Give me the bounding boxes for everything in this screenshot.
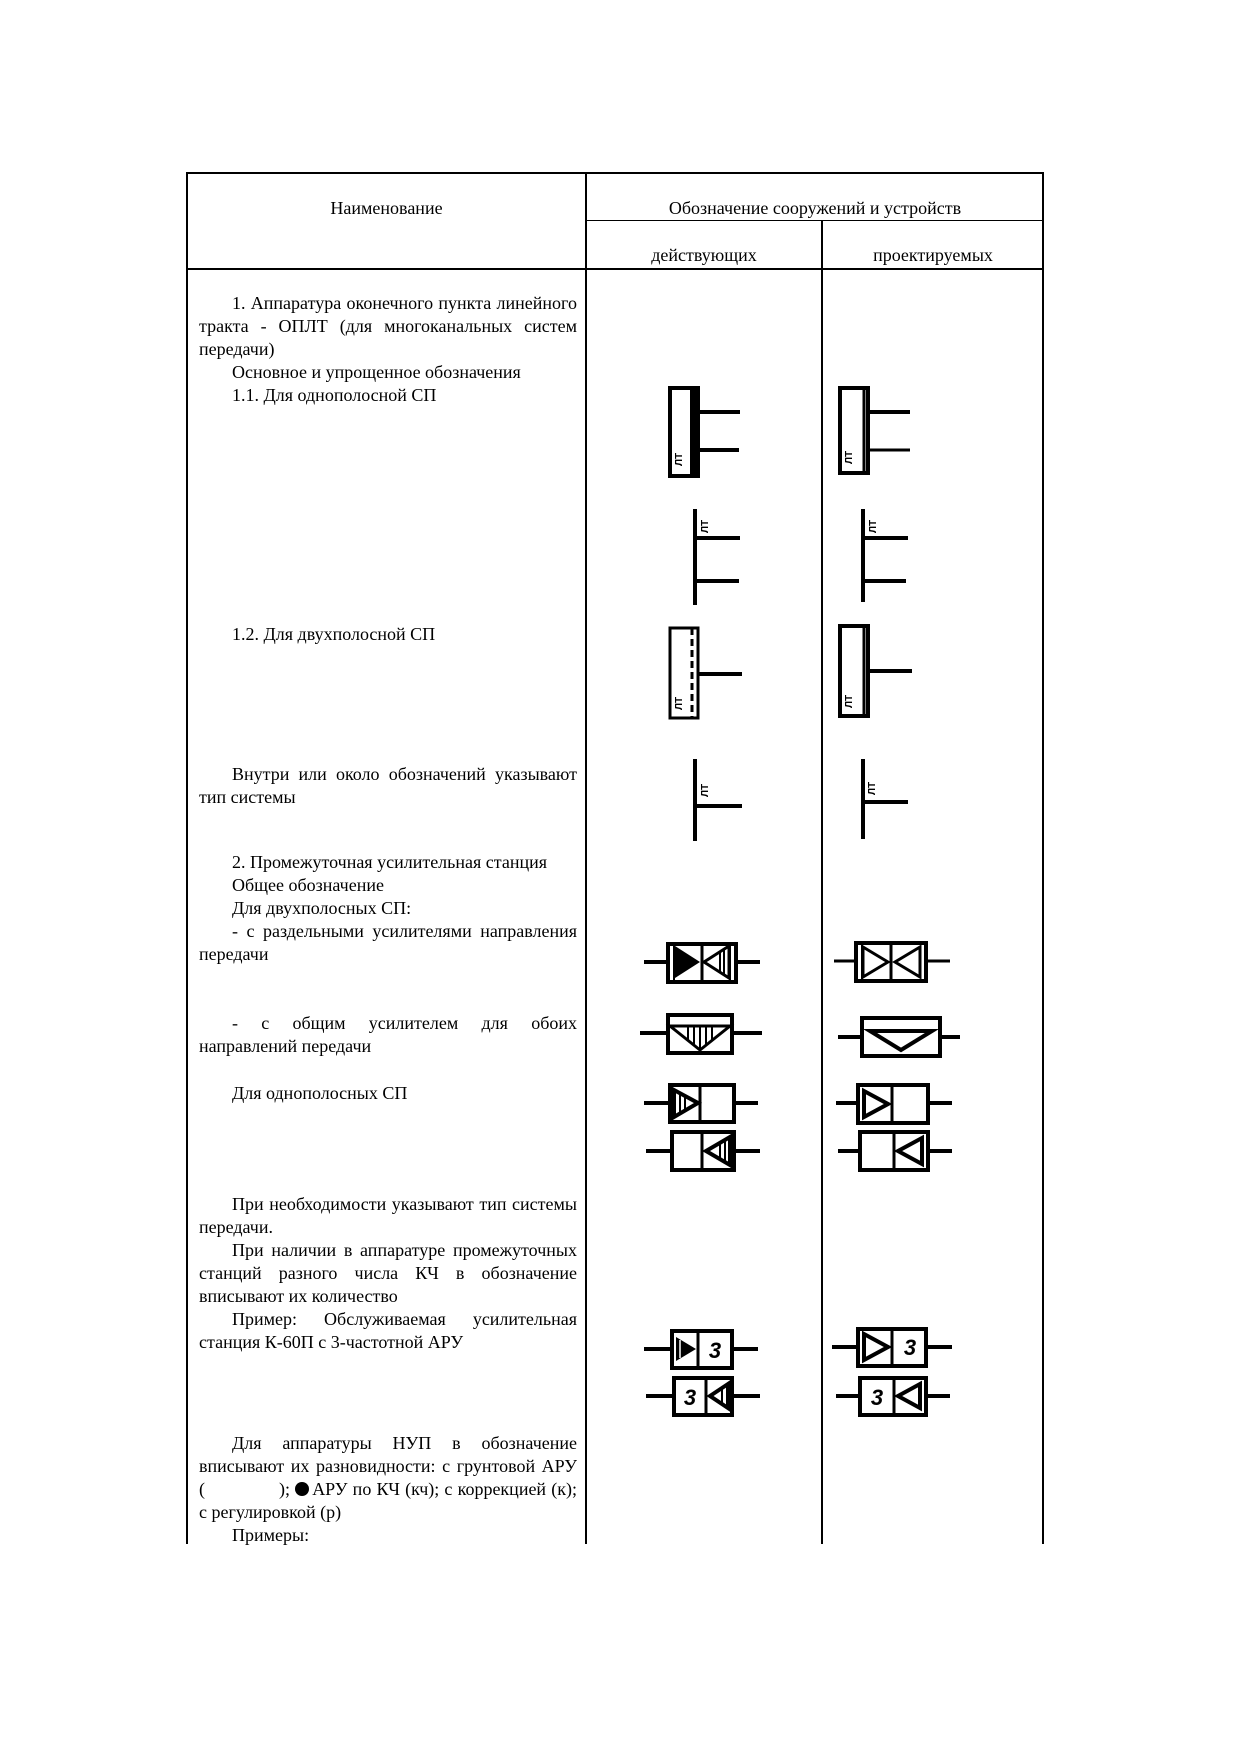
- section-1-text: [199, 292, 577, 407]
- oplt-dual-band-projected-symbol: [830, 620, 920, 725]
- table-col-divider-2: [821, 221, 823, 1544]
- system-type-note: [199, 763, 577, 809]
- svg-text:ЛТ: ЛТ: [867, 781, 878, 795]
- table-col-divider-1: [585, 172, 587, 1544]
- header-bottom-border: [186, 268, 1044, 270]
- nup-text: [199, 1432, 577, 1547]
- section-2-title: 2. Промежуточная усилительная станция: [232, 852, 548, 872]
- oplt-single-band-projected-symbol: [830, 380, 920, 485]
- svg-text:ЛТ: ЛТ: [700, 783, 711, 797]
- filled-circle-icon: [295, 1482, 309, 1496]
- oplt-dual-band-simplified-projected-symbol: [850, 755, 920, 845]
- svg-text:ЛТ: ЛТ: [674, 696, 685, 710]
- header-designation: Обозначение сооружений и устройств: [668, 198, 962, 218]
- single-band-sp-text: [199, 1082, 577, 1105]
- svg-text:ЛТ: ЛТ: [700, 519, 711, 533]
- amplifier-separate-existing-symbol: [640, 938, 765, 988]
- svg-text:3: 3: [683, 1385, 697, 1410]
- amplifier-k60p-projected-symbol: [830, 1322, 955, 1422]
- table-right-border: [1042, 172, 1044, 1544]
- examples-label: Примеры:: [232, 1525, 310, 1545]
- header-subdivider: [586, 220, 1043, 221]
- system-type-if-needed: При необходимости указывают тип системы передачи.: [199, 1194, 577, 1237]
- dual-band-text: [199, 623, 577, 646]
- nup-varieties: Для аппаратуры НУП в обозначение вписывают их разновидности: с грунтовой АРУ ( ); АРУ по КЧ (кч); с коррекцией (к); с регулировкой (р): [199, 1433, 577, 1522]
- oplt-single-band-simplified-projected-symbol: [850, 505, 920, 610]
- notes-text: [199, 1193, 577, 1354]
- amplifier-separate-projected-symbol: [830, 938, 955, 988]
- amplifier-single-band-existing-symbol: [640, 1080, 765, 1180]
- table-left-border: [186, 172, 188, 1544]
- svg-text:3: 3: [708, 1338, 722, 1363]
- oplt-single-band-existing-symbol: [660, 380, 750, 485]
- amplifier-single-band-projected-symbol: [832, 1080, 957, 1180]
- common-amplifier-text: [199, 1012, 577, 1058]
- svg-text:ЛТ: ЛТ: [868, 519, 879, 533]
- common-amplifier-label: - с общим усилителем для обоих направлений передачи: [199, 1013, 577, 1056]
- table-top-border: [186, 172, 1044, 174]
- system-type-note-text: Внутри или около обозначений указывают тип системы: [199, 764, 577, 807]
- dual-band-sp-label: Для двухполосных СП:: [232, 898, 412, 918]
- header-projected: проектируемых: [873, 245, 993, 265]
- oplt-dual-band-simplified-existing-symbol: [680, 755, 750, 845]
- oplt-dual-band-existing-symbol: [660, 620, 750, 725]
- dual-band-label: 1.2. Для двухполосной СП: [232, 624, 436, 644]
- general-designation-label: Общее обозначение: [232, 875, 384, 895]
- amplifier-k60p-existing-symbol: [640, 1325, 765, 1425]
- example-k60p: Пример: Обслуживаемая усилительная станция К-60П с 3-частотной АРУ: [199, 1309, 577, 1352]
- svg-text:3: 3: [903, 1335, 917, 1360]
- section-2-text: [199, 851, 577, 966]
- header-existing: действующих: [651, 245, 757, 265]
- main-simplified-label: Основное и упрощенное обозначения: [232, 362, 521, 382]
- header-name: Наименование: [330, 198, 443, 218]
- oplt-single-band-simplified-existing-symbol: [680, 505, 750, 610]
- svg-text:ЛТ: ЛТ: [844, 450, 855, 464]
- channel-count-note: При наличии в аппаратуре промежуточных станций разного числа КЧ в обозначение вписывают их количество: [199, 1240, 577, 1306]
- single-band-label: 1.1. Для однополосной СП: [232, 385, 437, 405]
- amplifier-common-existing-symbol: [638, 1010, 768, 1060]
- single-band-sp-label: Для однополосных СП: [232, 1083, 408, 1103]
- svg-text:ЛТ: ЛТ: [844, 694, 855, 708]
- svg-text:3: 3: [870, 1385, 884, 1410]
- svg-text:ЛТ: ЛТ: [674, 452, 685, 466]
- section-1-title: 1. Аппаратура оконечного пункта линейного тракта - ОПЛТ (для многоканальных систем передачи): [199, 293, 577, 359]
- amplifier-common-projected-symbol: [836, 1012, 966, 1062]
- separate-amplifiers-label: - с раздельными усилителями направления передачи: [199, 921, 577, 964]
